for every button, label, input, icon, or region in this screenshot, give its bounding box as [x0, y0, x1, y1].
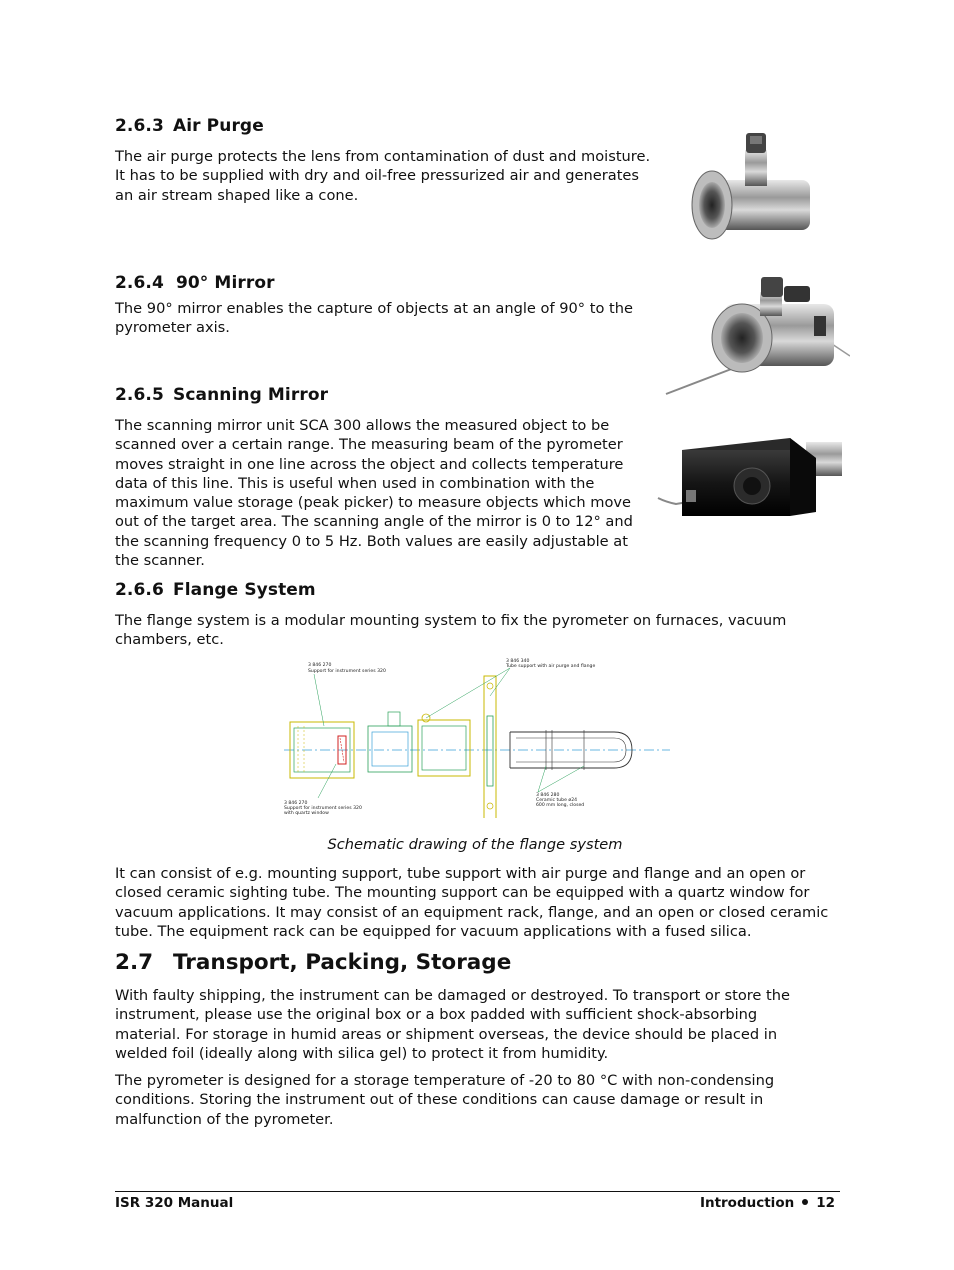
- section-number: 2.6.4: [115, 273, 164, 293]
- figure-caption: Schematic drawing of the flange system: [327, 836, 623, 853]
- page-number: 12: [816, 1195, 835, 1211]
- section-title: Scanning Mirror: [173, 385, 329, 405]
- heading-scanning-mirror: [115, 385, 328, 405]
- section-number: 2.6.5: [115, 385, 164, 405]
- heading-flange-system: [115, 580, 316, 600]
- label-support-quartz-number: 3 846 270: [284, 801, 308, 806]
- label-ceramic-tube-desc: Ceramic tube ø24: [536, 798, 578, 803]
- section-title: Transport, Packing, Storage: [173, 950, 512, 975]
- bullet-icon: [802, 1199, 808, 1205]
- footer-title: ISR 320 Manual: [115, 1195, 234, 1211]
- flange-schematic-drawing: [284, 656, 674, 818]
- footer-rule: [115, 1191, 840, 1192]
- scanning-mirror-photo: [656, 432, 842, 528]
- air-purge-text: The air purge protects the lens from contamination of dust and moisture. It has to be supplied with dry and oil-free pressurized air and generates an air stream shaped like a cone.: [115, 148, 651, 204]
- label-ceramic-tube-number: 3 846 280: [536, 793, 560, 798]
- mirror-90-text: The 90° mirror enables the capture of objects at an angle of 90° to the pyrometer axis.: [115, 300, 633, 337]
- section-title: 90° Mirror: [175, 273, 275, 293]
- heading-air-purge: [115, 116, 264, 136]
- label-ceramic-tube-length: 600 mm long, closed: [536, 803, 585, 808]
- label-support-320-desc: Support for instrument series 320: [308, 669, 386, 674]
- transport-text-1: With faulty shipping, the instrument can be damaged or destroyed. To transport or store the instrument, please use the original box or a box padded with sufficient shock-absorbing material. For storage in humid areas or shipment overseas, the device should be placed in welded foil (ideally along with silica gel) to protect it from humidity.: [115, 987, 790, 1062]
- section-number: 2.6.3: [115, 116, 164, 136]
- mirror-90-photo: [664, 272, 850, 398]
- air-purge-photo: [688, 128, 818, 242]
- label-tube-support-desc: Tube support with air purge and flange: [506, 664, 596, 669]
- section-number: 2.6.6: [115, 580, 164, 600]
- flange-system-text-2: It can consist of e.g. mounting support, tube support with air purge and flange and an open or closed ceramic sighting tube. The mounting support can be equipped with a quartz window for vacuum applications. It may consist of an equipment rack, flange, and an open or closed ceramic tube. The equipment rack can be equipped for vacuum applications with a fused silica.: [115, 865, 829, 940]
- flange-system-text: The flange system is a modular mounting system to fix the pyrometer on furnaces, vacuum chambers, etc.: [115, 612, 787, 649]
- section-number: 2.7: [115, 950, 154, 975]
- footer-chapter: Introduction: [699, 1195, 795, 1211]
- label-support-320-number: 3 846 270: [308, 663, 332, 668]
- section-title: Air Purge: [173, 116, 264, 136]
- heading-90-mirror: [115, 273, 275, 293]
- heading-transport: [115, 950, 511, 975]
- transport-text-2: The pyrometer is designed for a storage temperature of -20 to 80 °C with non-condensing conditions. Storing the instrument out of these conditions can cause damage or result in malfunction of the pyrometer.: [115, 1072, 775, 1128]
- label-support-quartz-desc: Support for instrument series 320: [284, 806, 362, 811]
- label-support-quartz-window: with quartz window: [284, 811, 329, 816]
- label-tube-support-number: 3 846 340: [506, 659, 530, 664]
- scanning-mirror-text: The scanning mirror unit SCA 300 allows the measured object to be scanned over a certain range. The measuring beam of the pyrometer moves straight in one line across the object and collects temperature data of this line. This is useful when used in combination with the maximum value storage (peak picker) to measure objects which move out of the target area. The scanning angle of the mirror is 0 to 12° and the scanning frequency 0 to 5 Hz. Both values are easily adjustable at the scanner.: [115, 417, 633, 570]
- footer-page-info: [700, 1195, 835, 1211]
- section-title: Flange System: [173, 580, 316, 600]
